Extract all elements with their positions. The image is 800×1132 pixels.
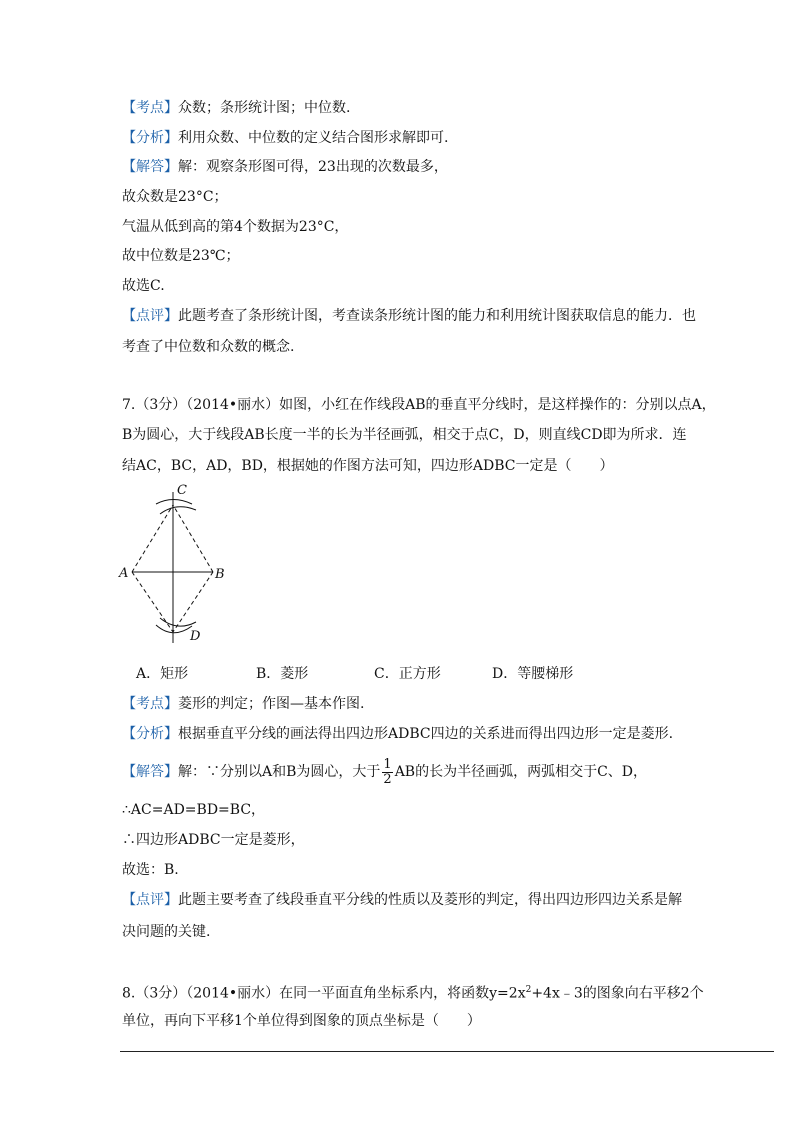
- side-bc: [173, 505, 213, 572]
- q6-dianping-line-2: 考查了中位数和众数的概念.: [122, 339, 295, 355]
- fenxi-text: 利用众数、中位数的定义结合图形求解即可.: [178, 130, 449, 146]
- q7-dianping-line: 【点评】此题主要考查了线段垂直平分线的性质以及菱形的判定，得出四边形四边关系是解: [122, 892, 682, 908]
- q7-stem-line-2: B为圆心，大于线段AB长度一半的长为半径画弧，相交于点C，D，则直线CD即为所求．连: [122, 427, 687, 443]
- q8-stem-pre: 8.（3分）（2014•丽水）在同一平面直角坐标系内，将函数y=2x: [122, 985, 526, 1002]
- q7-solution-line-1: ∴AC=AD=BD=BC，: [122, 802, 266, 818]
- q6-fenxi-line: 【分析】利用众数、中位数的定义结合图形求解即可.: [122, 130, 449, 146]
- q6-solution-line-1: 故众数是23°C；: [122, 189, 228, 205]
- dianping-text: 此题主要考查了线段垂直平分线的性质以及菱形的判定，得出四边形四边关系是解: [178, 892, 682, 908]
- fenxi-text: 根据垂直平分线的画法得出四边形ADBC四边的关系进而得出四边形一定是菱形.: [178, 726, 674, 742]
- q7-stem-line-3: 结AC，BC，AD，BD，根据她的作图方法可知，四边形ADBC一定是（ ）: [122, 458, 614, 474]
- q6-dianping-line: 【点评】此题考查了条形统计图，考查读条形统计图的能力和利用统计图获取信息的能力．也: [122, 308, 696, 324]
- dianping-text: 此题考查了条形统计图，考查读条形统计图的能力和利用统计图获取信息的能力．也: [178, 308, 696, 324]
- option-a[interactable]: A．矩形: [136, 666, 189, 682]
- label-a: A: [119, 566, 129, 581]
- q7-kaodian-line: 【考点】菱形的判定；作图—基本作图.: [122, 696, 365, 712]
- option-d[interactable]: D．等腰梯形: [492, 666, 574, 682]
- kaodian-tag: 考点: [136, 696, 164, 712]
- q7-dianping-line-2: 决问题的关键.: [122, 924, 211, 940]
- dianping-tag: 点评: [136, 892, 164, 908]
- fenxi-tag: 分析: [136, 726, 164, 742]
- footer-divider: [120, 1051, 774, 1052]
- option-b[interactable]: B．菱形: [256, 666, 309, 682]
- label-b: B: [215, 567, 225, 582]
- q7-fenxi-line: 【分析】根据垂直平分线的画法得出四边形ADBC四边的关系进而得出四边形一定是菱形.: [122, 726, 674, 742]
- q7-jieda-line: 【解答】解：∵分别以A和B为圆心，大于 $\frac{1}{2}$ AB的长为半径画弧，两弧相交于C、D，: [122, 756, 648, 787]
- side-ac: [132, 505, 173, 572]
- kaodian-text: 众数；条形统计图；中位数.: [178, 100, 351, 116]
- perpendicular-bisector-figure: [110, 480, 240, 650]
- arc-c-right: [160, 507, 196, 514]
- jieda-text: 解：观察条形图可得，23出现的次数最多，: [178, 159, 448, 175]
- kaodian-text: 菱形的判定；作图—基本作图.: [178, 696, 365, 712]
- q7-options: [122, 664, 762, 684]
- q6-solution-line-2: 气温从低到高的第4个数据为23°C，: [122, 219, 349, 235]
- q8-stem-line-2: 单位，再向下平移1个单位得到图象的顶点坐标是（ ）: [122, 1013, 481, 1029]
- q6-solution-line-4: 故选C.: [122, 278, 165, 294]
- jieda-tag: 解答: [136, 764, 164, 780]
- jieda-text-post: AB的长为半径画弧，两弧相交于C、D，: [394, 764, 648, 780]
- q7-solution-line-3: 故选：B.: [122, 862, 179, 878]
- fraction-one-half: [382, 758, 392, 787]
- q6-jieda-line: 【解答】解：观察条形图可得，23出现的次数最多，: [122, 159, 448, 175]
- option-c[interactable]: C．正方形: [374, 666, 441, 682]
- q8-stem-line-1: [122, 980, 704, 1004]
- jieda-tag: 解答: [136, 159, 164, 175]
- fenxi-tag: 分析: [136, 130, 164, 146]
- q8-exponent: 2: [525, 985, 532, 995]
- label-c: C: [177, 483, 187, 498]
- fraction-numerator: 1: [383, 756, 392, 772]
- dianping-tag: 点评: [136, 308, 164, 324]
- fraction-denominator: 2: [383, 771, 392, 787]
- arc-c-left: [156, 500, 192, 505]
- arc-d-left: [156, 625, 192, 633]
- q6-kaodian-line: 【考点】众数；条形统计图；中位数.: [122, 100, 351, 116]
- kaodian-tag: 考点: [136, 100, 164, 116]
- q7-solution-line-2: ∴四边形ADBC一定是菱形，: [122, 832, 305, 848]
- q8-stem-post: +4x﹣3的图象向右平移2个: [531, 985, 704, 1002]
- q7-stem-line-1: 7.（3分）（2014•丽水）如图，小红在作线段AB的垂直平分线时，是这样操作的：分别以点A，: [122, 397, 716, 413]
- jieda-text-pre: 解：∵分别以A和B为圆心，大于: [178, 764, 381, 780]
- label-d: D: [190, 629, 201, 644]
- q6-solution-line-3: 故中位数是23℃；: [122, 248, 240, 264]
